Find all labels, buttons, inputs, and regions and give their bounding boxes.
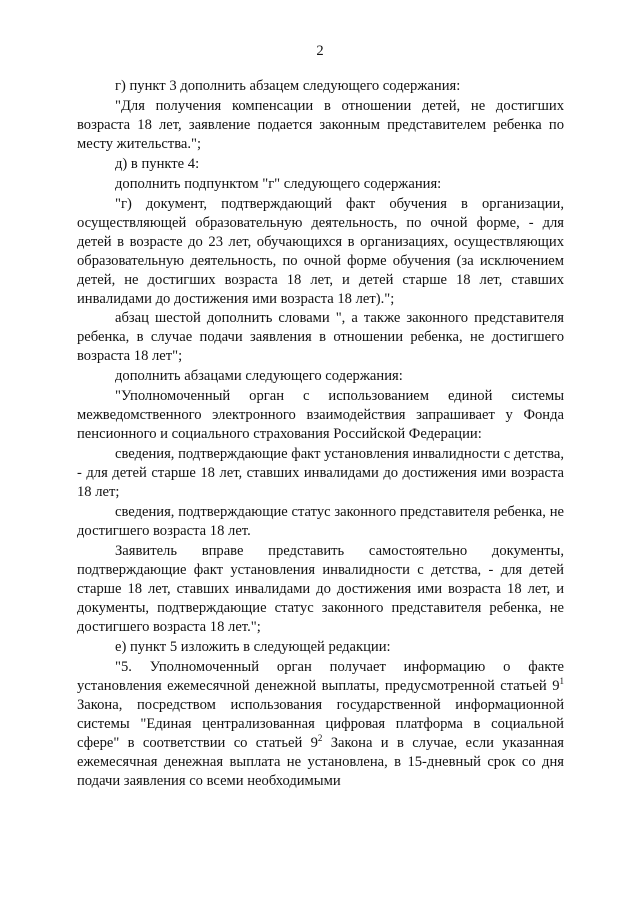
paragraph: д) в пункте 4:	[115, 155, 200, 172]
paragraph: Заявитель вправе представить самостоятельно документы, подтверждающие факт установления инвалидности с детства, - для детей старше 18 лет, ставших инвалидами до достижения ими возраста 18 лет, и документы, подтверждающие статус законного представителя ребенка, не достигшего возраста 18 лет.";	[77, 542, 564, 635]
paragraph: "Для получения компенсации в отношении детей, не достигших возраста 18 лет, заявление подается законным представителем ребенка по месту жительства.";	[77, 97, 564, 152]
paragraph: сведения, подтверждающие факт установления инвалидности с детства, - для детей старше 18 лет, ставших инвалидами до достижения ими возраста 18 лет;	[77, 446, 564, 501]
page-number: 2	[316, 43, 324, 59]
paragraph-item-5	[77, 658, 564, 791]
text-run: Закона и в случае, если указанная ежемесячная денежная выплата не установлена, в 15-дневный срок со дня подачи заявления со всеми необходимыми	[77, 734, 564, 789]
text-run: Закона, посредством использования государственной информационной системы "Единая централизованная цифровая платформа в социальной сфере" в соответствии со статьей 9	[77, 696, 564, 751]
superscript: 1	[559, 675, 564, 686]
paragraph: дополнить абзацами следующего содержания:	[115, 368, 403, 385]
text-run: "5. Уполномоченный орган получает информацию о факте установления ежемесячной денежной выплаты, предусмотренной статьей 9	[77, 658, 564, 694]
document-body	[77, 77, 564, 792]
paragraph: е) пункт 5 изложить в следующей редакции:	[115, 638, 391, 655]
paragraph: г) пункт 3 дополнить абзацем следующего содержания:	[115, 78, 461, 94]
paragraph: дополнить подпунктом "г" следующего содержания:	[115, 175, 442, 192]
superscript: 2	[317, 732, 323, 743]
paragraph: "Уполномоченный орган с использованием единой системы межведомственного электронного взаимодействия запрашивает у Фонда пенсионного и социального страхования Российской Федерации:	[77, 388, 564, 443]
paragraph: сведения, подтверждающие статус законного представителя ребенка, не достигшего возраста 18 лет.	[77, 504, 564, 540]
paragraph: "г) документ, подтверждающий факт обучения в организации, осуществляющей образовательную деятельность, по очной форме, - для детей в возрасте до 23 лет, обучающихся в организациях, осуществляющих образовательную деятельность, по очной форме обучения (за исключением детей, не достигших возраста 18 лет, и детей старше 18 лет, ставших инвалидами до достижения ими возраста 18 лет).";	[77, 195, 564, 307]
paragraph: абзац шестой дополнить словами ", а также законного представителя ребенка, в случае подачи заявления в отношении ребенка, не достигшего возраста 18 лет";	[77, 310, 564, 365]
